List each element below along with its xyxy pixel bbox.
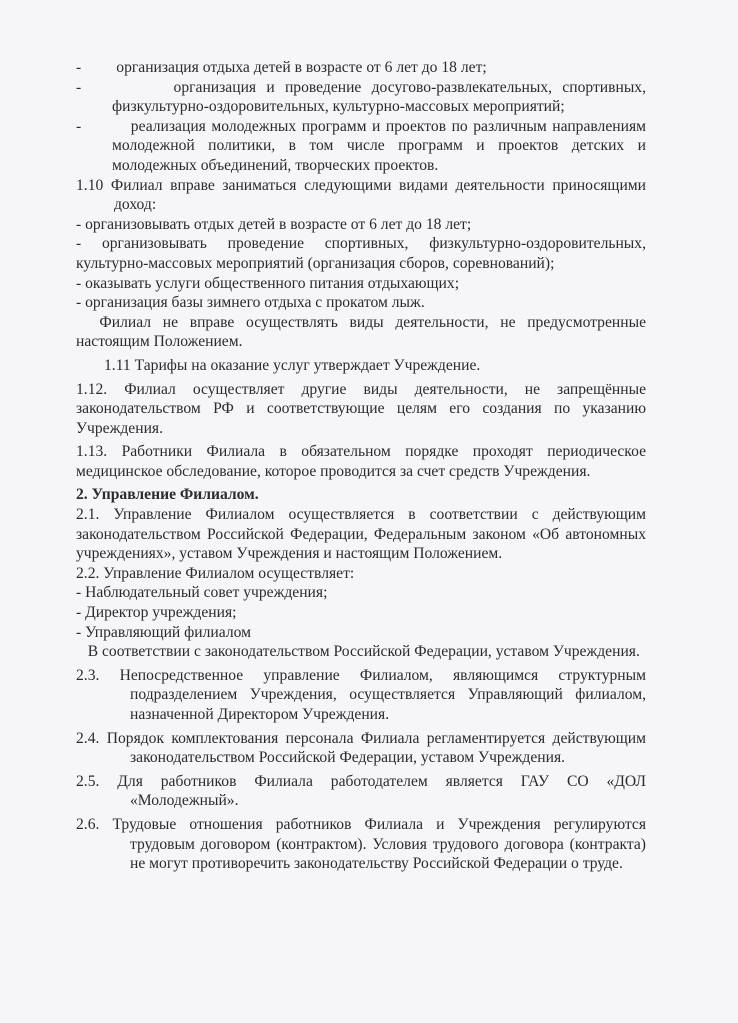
list-item-recreation: - организация отдыха детей в возрасте от 6 лет до 18 лет; (76, 59, 487, 76)
list-item-youth-programs: - реализация молодежных программ и проектов по различным направлениям молодежной политики, в том числе программ и проектов детских и молодежных объединений, творческих проектов. (76, 117, 646, 174)
clause-2-1: 2.1. Управление Филиалом осуществляется в соответствии с действующим законодательством Российской Федерации, Федеральным законом «Об автономных учреждениях», уставом Учреждения и настоящим Положением. (76, 506, 646, 563)
clause-1-13: 1.13. Работники Филиала в обязательном порядке проходят периодическое медицинское обследование, которое проводится за счет средств Учреждения. (76, 443, 646, 480)
clause-accordance: В соответствии с законодательством Российской Федерации, уставом Учреждения. (76, 643, 640, 661)
clause-2-2: 2.2. Управление Филиалом осуществляет: (76, 564, 355, 582)
clause-2-4: 2.4. Порядок комплектования персонала Филиала регламентируется действующим законодательством Российской Федерации, уставом Учреждения. (76, 729, 646, 767)
section-heading-2: 2. Управление Филиалом. (76, 486, 259, 504)
income-item-ski-rental: - организация базы зимнего отдыха с прокатом лыж. (76, 294, 425, 312)
income-item-events: - организовывать проведение спортивных, физкультурно-оздоровительных, культурно-массовых мероприятий (организация сборов, соревнований); (76, 235, 646, 272)
clause-2-3: 2.3. Непосредственное управление Филиалом, являющимся структурным подразделением Учреждения, осуществляется Управляющий филиалом, назначенной Директором Учреждения. (76, 666, 646, 723)
income-item-catering: - оказывать услуги общественного питания отдыхающих; (76, 274, 460, 292)
clause-1-11: 1.11 Тарифы на оказание услуг утверждает Учреждение. (104, 356, 481, 374)
manager-item-director: - Директор учреждения; (76, 604, 237, 622)
manager-item-board: - Наблюдательный совет учреждения; (76, 584, 328, 602)
clause-restriction: Филиал не вправе осуществлять виды деятельности, не предусмотренные настоящим Положением. (76, 313, 646, 351)
clause-1-12: 1.12. Филиал осуществляет другие виды деятельности, не запрещённые законодательством РФ и соответствующие целям его создания по указанию Учреждения. (76, 380, 646, 437)
clause-1-10: 1.10 Филиал вправе заниматься следующими видами деятельности приносящими доход: (76, 176, 646, 214)
income-item-recreation: - организовывать отдых детей в возрасте от 6 лет до 18 лет; (76, 215, 472, 233)
clause-2-5: 2.5. Для работников Филиала работодателем является ГАУ СО «ДОЛ «Молодежный». (76, 772, 646, 810)
list-item-events: - организация и проведение досугово-развлекательных, спортивных, физкультурно-оздоровительных, культурно-массовых мероприятий; (76, 78, 646, 116)
clause-2-6: 2.6. Трудовые отношения работников Филиала и Учреждения регулируются трудовым договором (контрактом). Условия трудового договора (контракта) не могут противоречить законодательству Российской Федерации о труде. (76, 815, 646, 873)
manager-item-branch-head: - Управляющий филиалом (76, 623, 251, 641)
